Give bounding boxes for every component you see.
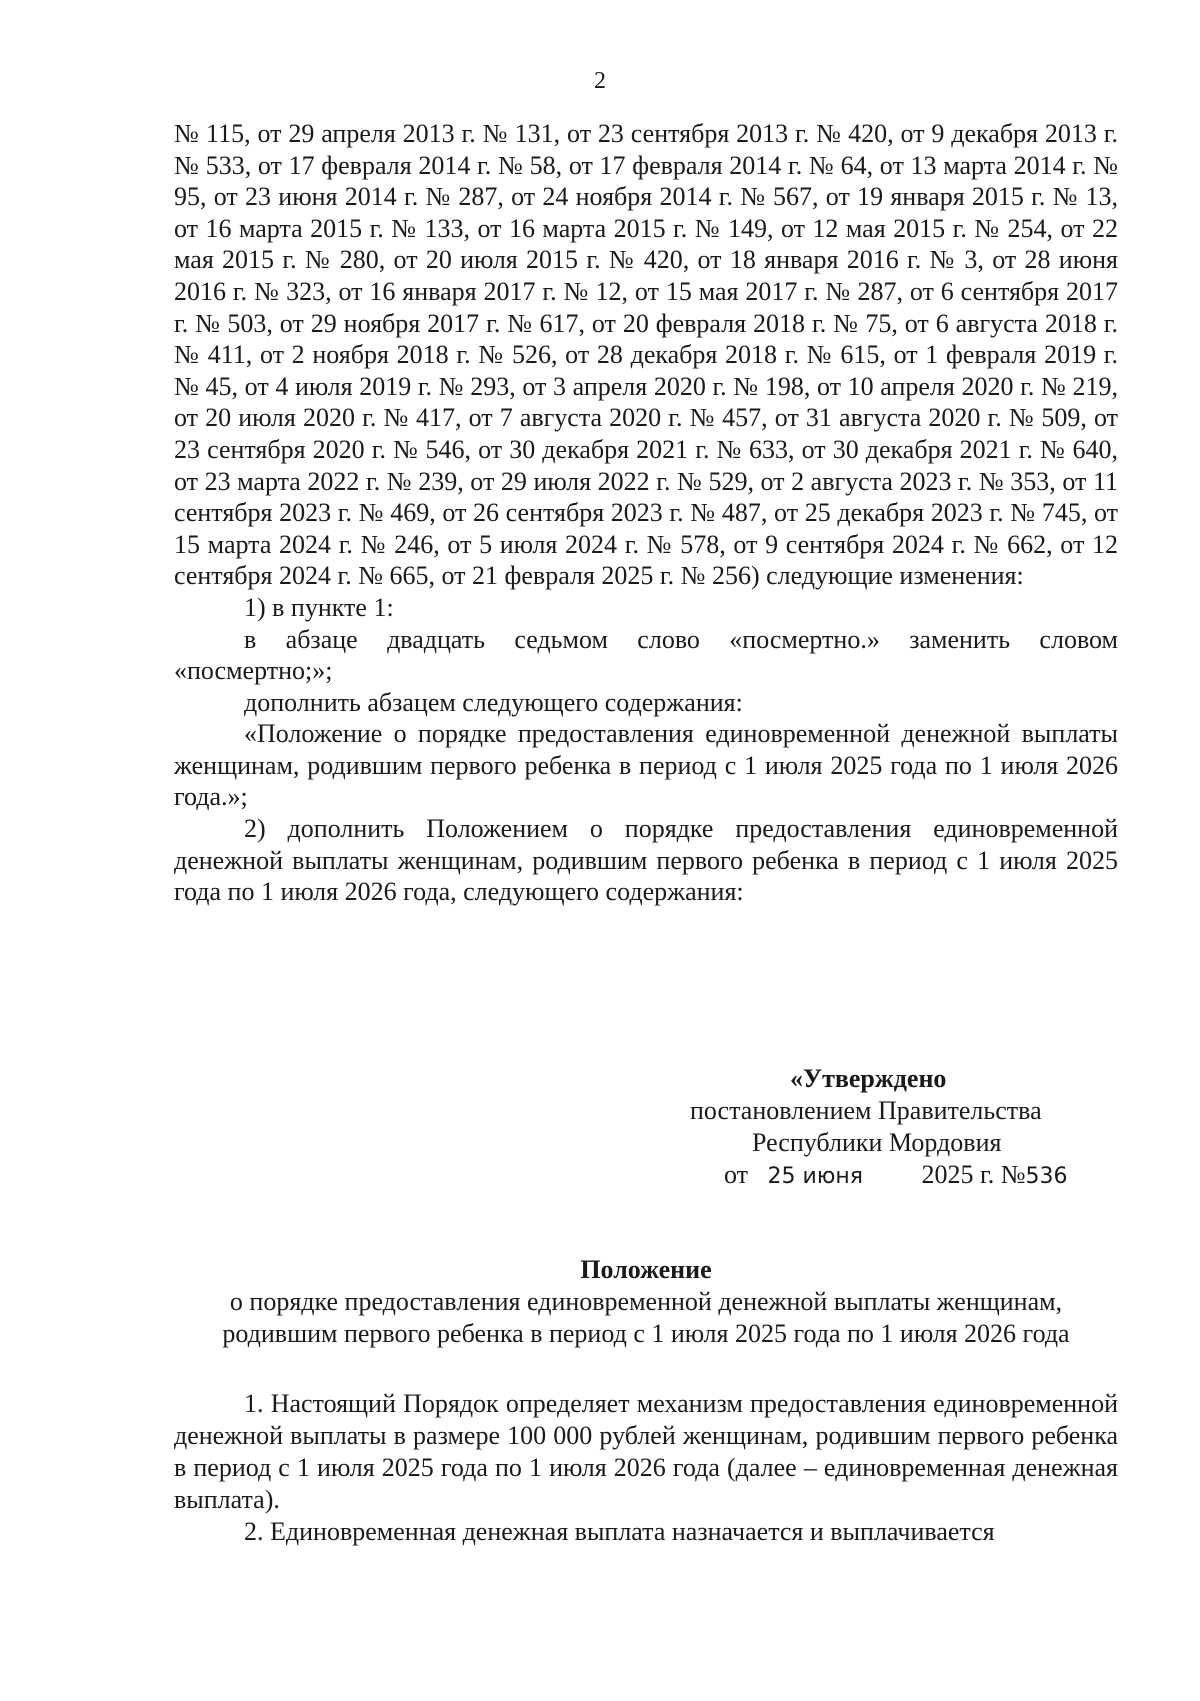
amendment-item-1-paragraph-a: в абзаце двадцать седьмом слово «посмертно.» заменить словом «посмертно;»;: [174, 624, 1118, 686]
approval-number: 536: [1025, 1164, 1068, 1189]
regulation-point-1: 1. Настоящий Порядок определяет механизм предоставления единовременной денежной выплаты в размере 100 000 рублей женщинам, родившим первого ребенка в период с 1 июля 2025 года по 1 июля 2026 года (далее – единовременная денежная выплата).: [174, 1389, 1118, 1514]
amendment-item-1-paragraph-c: «Положение о порядке предоставления единовременной денежной выплаты женщинам, родившим первого ребенка в период с 1 июля 2025 года по 1 июля 2026 года.»;: [174, 719, 1118, 812]
regulation-subtitle-line-2: родившим первого ребенка в период с 1 июля 2025 года по 1 июля 2026 года: [222, 1319, 1070, 1348]
regulation-body: [174, 1388, 1118, 1548]
approval-stamp-block: [600, 1063, 1120, 1193]
approval-from-label: от: [724, 1160, 749, 1189]
page-number: 2: [594, 68, 606, 94]
approval-year-number-label: 2025 г. №: [921, 1160, 1026, 1189]
approval-title: «Утверждено: [790, 1064, 947, 1093]
amendment-item-1: 1) в пункте 1:: [244, 592, 394, 622]
approval-date-line: [600, 1159, 1120, 1193]
regulation-heading: [174, 1254, 1118, 1350]
amendment-item-1-paragraph-b: дополнить абзацем следующего содержания:: [244, 687, 743, 717]
amendments-text: [174, 118, 1118, 908]
approval-region: Республики Мордовия: [752, 1128, 1002, 1157]
approval-issuer: постановлением Правительства: [690, 1096, 1042, 1125]
amendment-intro-paragraph: № 115, от 29 апреля 2013 г. № 131, от 23 сентября 2013 г. № 420, от 9 декабря 2013 г. № 533, от 17 февраля 2014 г. № 58, от 17 февраля 2014 г. № 64, от 13 марта 2014 г. № 95, от 23 июня 2014 г. № 287, от 24 ноября 2014 г. № 567, от 19 января 2015 г. № 13, от 16 марта 2015 г. № 133, от 16 марта 2015 г. № 149, от 12 мая 2015 г. № 254, от 22 мая 2015 г. № 280, от 20 июля 2015 г. № 420, от 18 января 2016 г. № 3, от 28 июня 2016 г. № 323, от 16 января 2017 г. № 12, от 15 мая 2017 г. № 287, от 6 сентября 2017 г. № 503, от 29 ноября 2017 г. № 617, от 20 февраля 2018 г. № 75, от 6 августа 2018 г. № 411, от 2 ноября 2018 г. № 526, от 28 декабря 2018 г. № 615, от 1 февраля 2019 г. № 45, от 4 июля 2019 г. № 293, от 3 апреля 2020 г. № 198, от 10 апреля 2020 г. № 219, от 20 июля 2020 г. № 417, от 7 августа 2020 г. № 457, от 31 августа 2020 г. № 509, от 23 сентября 2020 г. № 546, от 30 декабря 2021 г. № 633, от 30 декабря 2021 г. № 640, от 23 марта 2022 г. № 239, от 29 июля 2022 г. № 529, от 2 августа 2023 г. № 353, от 11 сентября 2023 г. № 469, от 26 сентября 2023 г. № 487, от 25 декабря 2023 г. № 745, от 15 марта 2024 г. № 246, от 5 июля 2024 г. № 578, от 9 сентября 2024 г. № 662, от 12 сентября 2024 г. № 665, от 21 февраля 2025 г. № 256) следующие изменения:: [174, 119, 1118, 591]
regulation-title: Положение: [580, 1255, 712, 1284]
regulation-subtitle-line-1: о порядке предоставления единовременной денежной выплаты женщинам,: [229, 1287, 1063, 1316]
approval-date: 25 июня: [767, 1164, 863, 1189]
regulation-point-2: 2. Единовременная денежная выплата назначается и выплачивается: [244, 1517, 995, 1546]
amendment-item-2: 2) дополнить Положением о порядке предоставления единовременной денежной выплаты женщинам, родившим первого ребенка в период с 1 июля 2025 года по 1 июля 2026 года, следующего содержания:: [174, 814, 1118, 907]
